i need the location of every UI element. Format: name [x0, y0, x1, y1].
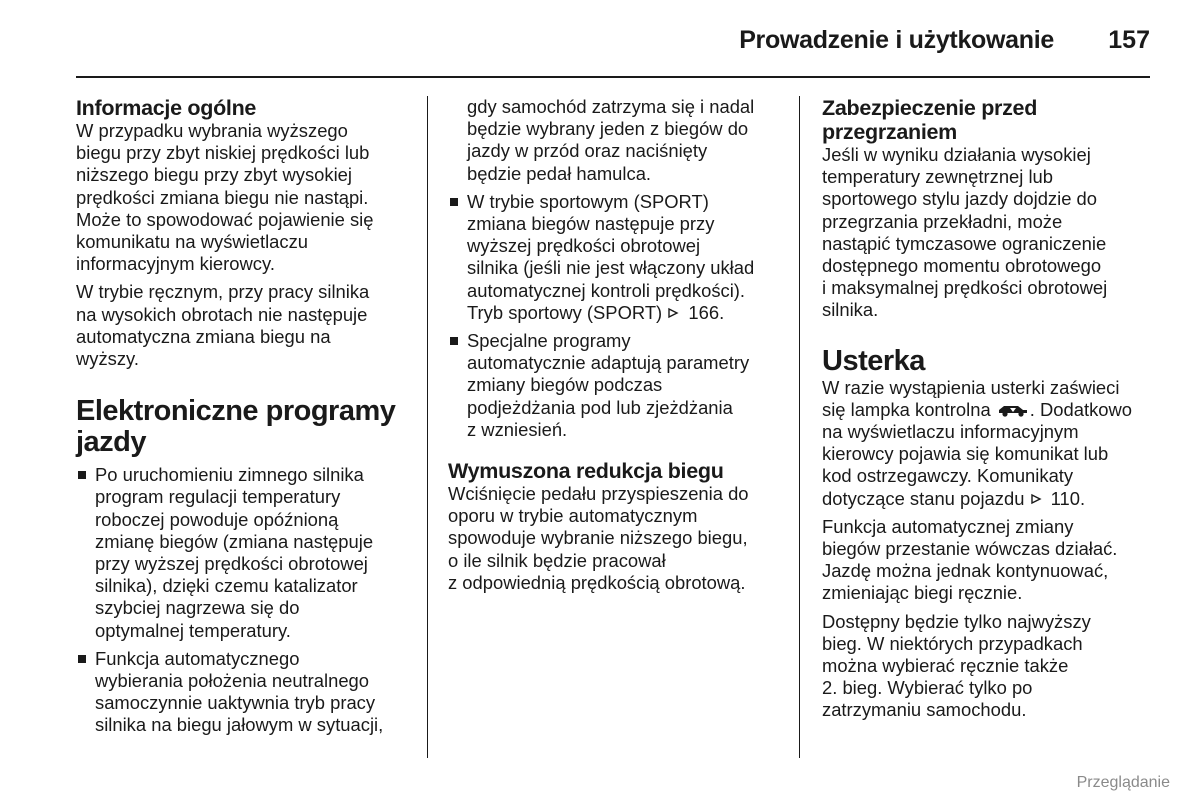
heading-kickdown: Wymuszona redukcja biegu — [448, 459, 724, 484]
column-divider — [427, 96, 428, 758]
list-item — [76, 648, 412, 737]
paragraph-fault-2: Funkcja automatycznej zmiany biegów przestanie wówczas działać. Jazdę można jednak kontynuować, zmieniając biegi ręcznie. — [822, 515, 1118, 604]
programs-list — [76, 464, 412, 736]
page-reference: 166. — [683, 301, 725, 323]
paragraph-general-info-1: W przypadku wybrania wyższego biegu przy zbyt niskiej prędkości lub niższego biegu przy zbyt wysokiej prędkości zmiana biegu nie nastąpi. Może to spowodować pojawienie się komunikatu na wyświetlaczu informacyjnym kierowcy. — [76, 120, 374, 275]
paragraph-overheat: Jeśli w wyniku działania wysokiej temperatury zewnętrznej lub sportowego stylu jazdy dojdzie do przegrzania przekładni, może nastąpić tymczasowe ograniczenie dostępnego momentu obrotowego i maksymalnej prędkości obrotowej silnika. — [822, 144, 1108, 321]
paragraph-general-info-2: W trybie ręcznym, przy pracy silnika na wysokich obrotach nie następuje automatyczna zmiana biegu na wyższy. — [76, 281, 370, 370]
list-item-text: W trybie sportowym (SPORT) zmiana biegów następuje przy wyższej prędkości obrotowej silnika (jeśli nie jest włączony układ automatycznej kontroli prędkości). Tryb sportowy (SPORT) — [467, 190, 755, 323]
car-warning-lamp-icon — [996, 402, 1030, 418]
column-divider — [799, 96, 800, 758]
list-item — [76, 464, 412, 642]
reference-arrow-icon — [667, 306, 683, 320]
paragraph-kickdown: Wciśnięcie pedału przyspieszenia do oporu w trybie automatycznym spowoduje wybranie niższego biegu, o ile silnik będzie pracował z odpowiednią prędkością obrotową. — [448, 483, 749, 593]
footer-watermark: Przeglądanie — [1076, 774, 1170, 791]
programs-list-continued — [448, 191, 790, 441]
heading-general-info: Informacje ogólne — [76, 96, 257, 120]
heading-overheat-protection: Zabezpieczenie przed przegrzaniem — [822, 96, 1038, 144]
page-reference: 110. — [1045, 487, 1086, 509]
page-number: 157 — [1108, 26, 1150, 54]
column-middle — [448, 96, 790, 594]
heading-fault: Usterka — [822, 344, 925, 377]
bullet-icon — [78, 655, 86, 663]
paragraph-fault-3: Dostępny będzie tylko najwyższy bieg. W niektórych przypadkach można wybierać ręcznie także 2. bieg. Wybierać tylko po zatrzymaniu samochodu. — [822, 610, 1091, 721]
list-item-text: Funkcja automatycznego wybierania położenia neutralnego samoczynnie uaktywnia tryb pracy silnika na biegu jałowym w sytuacji, — [95, 647, 384, 736]
list-item-continuation: gdy samochód zatrzyma się i nadal będzie wybrany jeden z biegów do jazdy w przód oraz naciśnięty będzie pedał hamulca. — [467, 96, 755, 184]
reference-arrow-icon — [1030, 492, 1046, 506]
paragraph-fault-text-a: W razie wystąpienia usterki zaświeci się lampka kontrolna — [822, 376, 1120, 420]
list-item-text: Po uruchomieniu zimnego silnika program regulacji temperatury roboczej powoduje opóźnioną zmianę biegów (zmiana następuje przy wyższej prędkości obrotowej silnika), dzięki czemu katalizator szybciej nagrzewa się do optymalnej temperatury. — [95, 464, 374, 641]
bullet-icon — [450, 198, 458, 206]
column-left — [76, 96, 412, 737]
list-item — [448, 191, 790, 324]
paragraph-fault-1 — [822, 377, 1152, 510]
page-header — [76, 22, 1150, 78]
bullet-icon — [450, 337, 458, 345]
heading-electronic-programs: Elektroniczne programy jazdy — [76, 395, 396, 459]
list-item — [448, 330, 790, 441]
list-item-text: Specjalne programy automatycznie adaptują parametry zmiany biegów podczas podjeżdżania pod lub zjeżdżania z wzniesień. — [467, 330, 750, 440]
column-right — [822, 96, 1152, 722]
bullet-icon — [78, 471, 86, 479]
section-title: Prowadzenie i użytkowanie — [739, 26, 1054, 54]
paragraph-fault-text-b: . Dodatkowo na wyświetlaczu informacyjnym kierowcy pojawia się komunikat lub kod ostrzegawczy. Komunikaty dotyczące stanu pojazdu — [822, 398, 1133, 509]
